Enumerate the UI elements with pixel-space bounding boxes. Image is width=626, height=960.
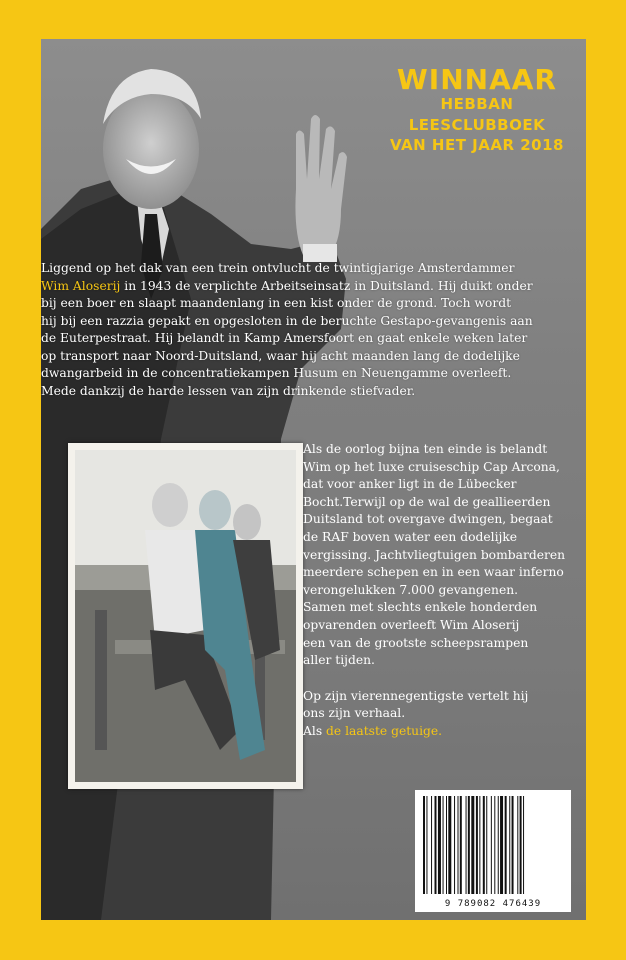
blurb-line: op transport naar Noord-Duitsland, waar hij acht maanden lang de dodelijke	[41, 348, 520, 363]
barcode-bar	[500, 796, 503, 894]
barcode-bar	[466, 796, 467, 894]
barcode-bar	[476, 796, 478, 894]
author-name: Wim Aloserij	[41, 278, 121, 293]
story-line: een van de grootste scheepsrampen	[303, 635, 529, 650]
blurb-paragraph	[41, 260, 568, 400]
three-men-photo	[75, 450, 296, 782]
barcode-bar	[494, 796, 495, 894]
blurb-line: Liggend op het dak van een trein ontvlucht de twintigjarige Amsterdammer	[41, 261, 515, 275]
barcode-bar	[458, 796, 459, 894]
spacer	[303, 670, 573, 688]
book-title-highlight: de laatste getuige.	[326, 723, 443, 738]
barcode-bar	[448, 796, 451, 894]
story-line: Duitsland tot overgave dwingen, begaat	[303, 512, 553, 527]
story-line: Wim op het luxe cruiseschip Cap Arcona,	[303, 459, 560, 474]
story-line: Bocht.Terwijl op de wal de geallieerden	[303, 494, 551, 509]
barcode-bar	[491, 796, 492, 894]
award-line-1: HEBBAN	[440, 95, 514, 114]
barcode-bar	[423, 796, 425, 894]
barcode-bar	[512, 796, 514, 894]
barcode-bar	[517, 796, 518, 894]
barcode-bar	[468, 796, 470, 894]
barcode-bar	[483, 796, 485, 894]
blurb-line	[41, 278, 568, 296]
story-line: Op zijn vierennegentigste vertelt hij	[303, 688, 529, 703]
barcode-bar	[505, 796, 507, 894]
story-text-as: Als	[303, 723, 327, 738]
barcode-bar	[426, 796, 427, 894]
story-line: meerdere schepen en in een waar inferno	[303, 565, 564, 580]
isbn-number: 9 789082 476439	[444, 899, 542, 909]
back-cover	[41, 39, 586, 920]
blurb-line: hij bij een razzia gepakt en opgesloten in de beruchte Gestapo-gevangenis aan	[41, 313, 533, 328]
barcode-bar	[431, 796, 432, 894]
barcode-bar	[435, 796, 437, 894]
blurb-line: dwangarbeid in de concentratiekampen Husum en Neuengamme overleeft.	[41, 366, 512, 380]
story-line: aller tijden.	[303, 653, 375, 668]
barcode-bar	[471, 796, 474, 894]
historical-photo	[68, 443, 303, 789]
blurb-text: in 1943 de verplichte Arbeitseinsatz in Duitsland. Hij duikt onder	[120, 278, 533, 293]
story-line	[303, 723, 573, 741]
barcode-bar	[486, 796, 487, 894]
story-line: vergissing. Jachtvliegtuigen bombarderen	[303, 547, 566, 562]
story-line: verongelukken 7.000 gevangenen.	[303, 582, 519, 597]
blurb-line: de Euterpestraat. Hij belandt in Kamp Amersfoort en gaat enkele weken later	[41, 331, 528, 345]
barcode-bar	[446, 796, 447, 894]
barcode-bar	[509, 796, 510, 894]
story-line: ons zijn verhaal.	[303, 706, 406, 721]
story-text	[303, 441, 573, 741]
barcode-bar	[520, 796, 522, 894]
isbn-barcode	[415, 790, 571, 912]
barcode-bar	[460, 796, 462, 894]
blurb-line: Mede dankzij de harde lessen van zijn drinkende stiefvader.	[41, 383, 416, 398]
story-line: de RAF boven water een dodelijke	[303, 529, 518, 544]
award-title: WINNAAR	[396, 63, 557, 96]
award-badge	[390, 65, 564, 155]
story-line: dat voor anker ligt in de Lübecker	[303, 477, 517, 492]
blurb-line: bij een boer en slaapt maandenlang in een kist onder de grond. Toch wordt	[41, 296, 512, 310]
barcode-bar	[438, 796, 441, 894]
barcode-bar	[479, 796, 480, 894]
story-line: Samen met slechts enkele honderden	[303, 600, 538, 615]
barcode-bar	[498, 796, 499, 894]
barcode-bars	[421, 796, 565, 894]
award-line-3: VAN HET JAAR 2018	[389, 135, 564, 154]
story-line: Als de oorlog bijna ten einde is belandt	[303, 442, 548, 456]
barcode-bar	[523, 796, 524, 894]
story-line: opvarenden overleeft Wim Aloserij	[303, 617, 520, 632]
barcode-bar	[454, 796, 455, 894]
award-line-2: LEESCLUBBOEK	[408, 115, 546, 134]
barcode-bar	[443, 796, 444, 894]
